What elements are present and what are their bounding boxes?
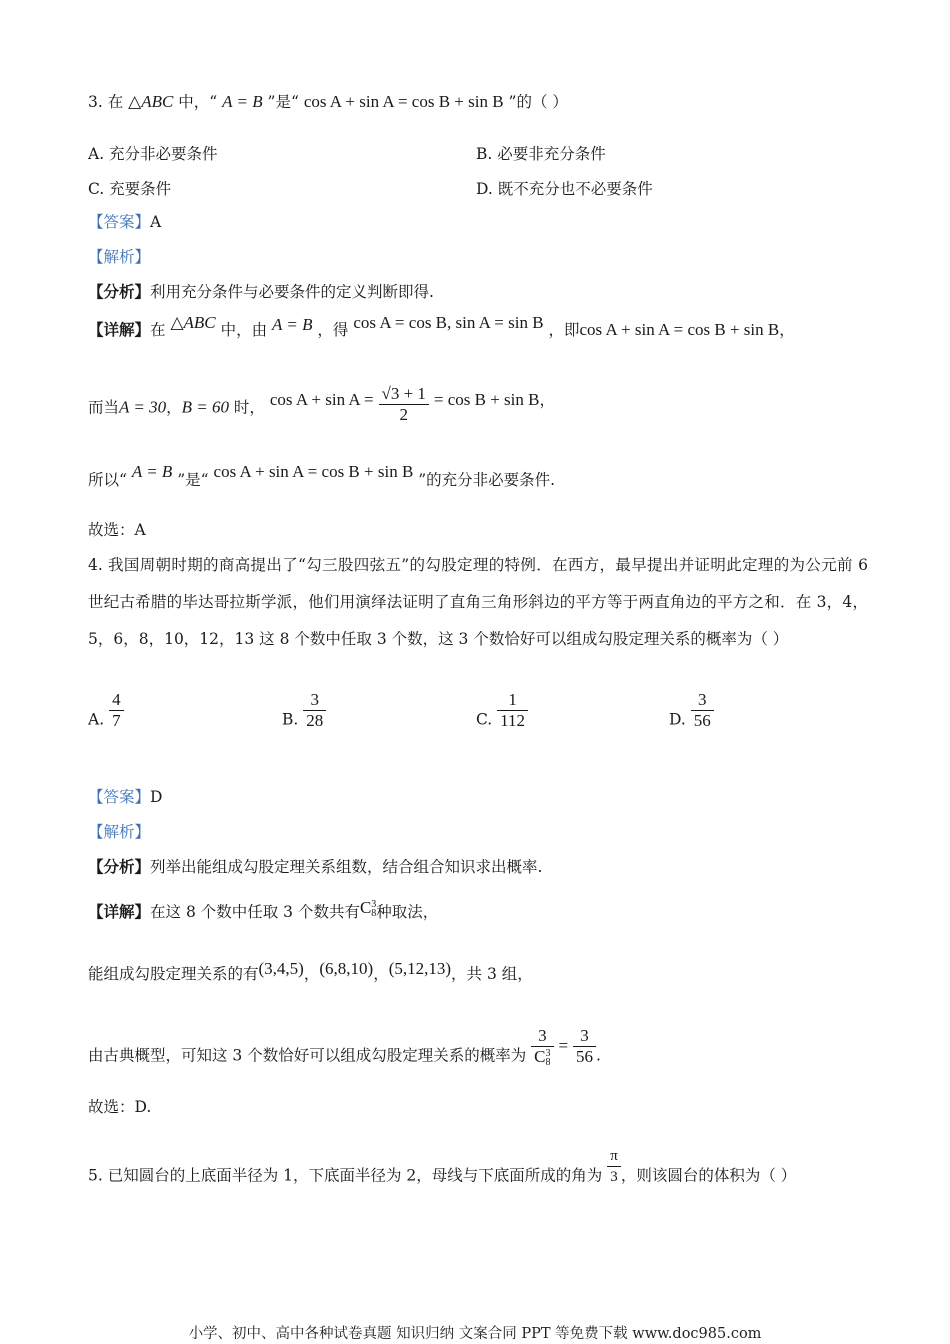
- q4-d2-a: 能组成勾股定理关系的有: [88, 965, 259, 983]
- q4-d-den: 56: [693, 711, 711, 730]
- xiangjie-label: 【详解】: [88, 902, 151, 921]
- q3-triangle: △ABC: [128, 92, 174, 111]
- q4-f1-den: [531, 1047, 553, 1067]
- q4-conclusion: 故选：D.: [88, 1098, 152, 1116]
- q5-stem-b: ，则该圆台的体积为（ ）: [620, 1166, 797, 1185]
- q4-answer: [88, 787, 162, 807]
- q4-b-den: 28: [306, 711, 324, 730]
- q4-option-b-fraction: [303, 690, 326, 731]
- answer-label: 【答案】: [88, 788, 151, 806]
- q3-cond2: cos A + sin A = cos B + sin B: [303, 92, 504, 111]
- q3-fenxi-text: 利用充分条件与必要条件的定义判断即得.: [150, 283, 434, 301]
- q4-option-d-label: D.: [669, 710, 686, 729]
- q5-stem-a: 5. 已知圆台的上底面半径为 1，下底面半径为 2，母线与下底面所成的角为: [88, 1166, 603, 1185]
- q4-option-b-label: B.: [282, 710, 299, 729]
- q4-detail-line3: [88, 1026, 601, 1077]
- answer-label: 【答案】: [88, 213, 151, 231]
- q3-stem-mid2: ”是“: [267, 93, 299, 111]
- q4-fenxi: [88, 857, 542, 877]
- q3-option-c: C. 充要条件: [88, 180, 172, 198]
- q4-d3-fraction-1: [531, 1026, 553, 1067]
- q4-b-num: 3: [303, 690, 326, 711]
- q4-f2-den: 56: [575, 1047, 593, 1067]
- q3-d2-c: 时，: [233, 398, 265, 417]
- fenxi-label: 【分析】: [88, 282, 151, 301]
- q3-d2-eq2: B = 60: [181, 397, 229, 417]
- q4-d3-equals: =: [558, 1035, 569, 1055]
- q3-option-d: D. 既不充分也不必要条件: [476, 180, 653, 198]
- q4-a-den: 7: [112, 711, 121, 730]
- q3-stem-mid1: 中，“: [178, 93, 218, 111]
- q3-d3-b: ”是“: [177, 471, 209, 489]
- q3-stem-end: ”的（ ）: [508, 93, 568, 111]
- q4-a-num: 4: [109, 690, 124, 711]
- q3-option-b: B. 必要非充分条件: [476, 145, 606, 163]
- q4-option-c-fraction: [497, 690, 528, 731]
- q3-d2-a: 而当: [88, 398, 120, 417]
- q5-stem: [88, 1148, 797, 1197]
- q3-fenxi: [88, 282, 434, 302]
- q4-d-num: 3: [691, 690, 714, 711]
- q3-detail-line2: [88, 384, 555, 429]
- q4-detail-line1: [88, 898, 439, 922]
- q4-d3-end: .: [595, 1046, 601, 1065]
- q4-d1-b: 种取法，: [376, 903, 439, 921]
- q4-sep-1: ，: [303, 965, 320, 983]
- q4-option-c: [476, 690, 528, 741]
- q3-d2-rhs: = cos B + sin B: [433, 389, 540, 409]
- q3-d1-triangle: △ABC: [170, 313, 216, 332]
- q4-d1-c: C: [359, 898, 372, 917]
- q4-c-num: 1: [497, 690, 528, 711]
- q4-option-a-fraction: [109, 690, 124, 731]
- q3-d3-eq2: cos A + sin A = cos B + sin B: [213, 462, 414, 481]
- analysis-label: 【解析】: [88, 248, 151, 266]
- q3-d1-d: ，即: [548, 321, 580, 339]
- q4-answer-value: D: [150, 788, 163, 806]
- q4-f1-den-c: C: [534, 1047, 546, 1066]
- q4-f1-den-sup: 3: [545, 1048, 551, 1060]
- q4-d1-combination: [359, 898, 377, 920]
- q4-detail-line2: [88, 959, 533, 984]
- q4-d2-b: ，共 3 组，: [451, 965, 533, 983]
- q3-d2-d: ，: [539, 390, 555, 409]
- q4-d1-a: 在这 8 个数中任取 3 个数共有: [150, 903, 360, 921]
- q5-frac-num: π: [607, 1146, 621, 1167]
- q4-option-b: [282, 690, 326, 741]
- q4-d3-a: 由古典概型，可知这 3 个数恰好可以组成勾股定理关系的概率为: [88, 1046, 527, 1065]
- q3-d1-a: 在: [150, 321, 166, 339]
- q3-d1-e: ，: [779, 321, 795, 339]
- q3-d2-lhs: cos A + sin A =: [269, 389, 374, 409]
- q3-option-a: A. 充分非必要条件: [88, 145, 218, 163]
- q3-d2-eq1: A = 30: [119, 397, 167, 417]
- q5-frac-den: 3: [610, 1169, 618, 1185]
- q3-cond1: A = B: [222, 92, 263, 111]
- q3-conclusion: 故选：A: [88, 521, 146, 539]
- q4-option-d-fraction: [691, 690, 714, 731]
- q4-f2-num: 3: [573, 1026, 596, 1047]
- q4-f1-den-sub: 8: [545, 1057, 551, 1069]
- q4-c-den: 112: [500, 711, 526, 730]
- q3-d1-c: ，得: [317, 321, 349, 339]
- page-footer: 小学、初中、高中各种试卷真题 知识归纳 文案合同 PPT 等免费下载 www.doc985.com: [188, 1326, 762, 1342]
- q3-d2-frac-den: 2: [399, 405, 408, 424]
- q4-d1-c-sup: 3: [371, 899, 377, 911]
- q3-d1-eq2: cos A = cos B, sin A = sin B: [353, 313, 544, 332]
- q3-d2-frac-num: √3 + 1: [379, 384, 429, 405]
- q3-d2-b: ，: [166, 398, 182, 417]
- q3-stem: [88, 92, 568, 112]
- q4-option-a-label: A.: [88, 710, 105, 729]
- q3-analysis-label: [88, 247, 150, 267]
- q4-d3-fraction-2: [573, 1026, 596, 1067]
- q3-d3-a: 所以“: [88, 471, 127, 489]
- q3-detail-line1: [88, 313, 795, 340]
- q4-option-c-label: C.: [476, 710, 493, 729]
- q4-f1-num: 3: [531, 1026, 553, 1047]
- q5-fraction: [607, 1146, 621, 1187]
- q4-analysis-label: [88, 822, 150, 842]
- q3-answer-value: A: [150, 213, 162, 231]
- q3-d1-b: 中，由: [220, 321, 268, 339]
- q4-fenxi-text: 列举出能组成勾股定理关系组数，结合组合知识求出概率.: [150, 858, 543, 876]
- q3-d1-eq1: A = B: [272, 315, 313, 334]
- q4-option-a: [88, 690, 124, 741]
- q3-d1-eq3: cos A + sin A = cos B + sin B: [579, 320, 780, 339]
- q4-d1-c-sub: 8: [371, 908, 377, 920]
- xiangjie-label: 【详解】: [88, 320, 151, 339]
- q4-triple-1: (3,4,5): [258, 959, 304, 978]
- q4-sep-2: ，: [373, 965, 389, 983]
- q4-triple-2: (6,8,10): [319, 959, 374, 978]
- analysis-label: 【解析】: [88, 823, 151, 841]
- q4-option-d: [669, 690, 714, 741]
- q3-detail-line3: [88, 462, 556, 490]
- q4-triple-3: (5,12,13): [388, 959, 452, 978]
- q3-answer: [88, 212, 161, 232]
- q4-stem: 4. 我国周朝时期的商高提出了“勾三股四弦五”的勾股定理的特例．在西方，最早提出并证明此定理的为公元前 6 世纪古希腊的毕达哥拉斯学派，他们用演绎法证明了直角三角形斜边的平方等于两直角边的平方之和．在 3，4，5，6，8，10，12，13 这 8 个数中任取 3 个数，这 3 个数恰好可以组成勾股定理关系的概率为（ ）: [88, 556, 868, 648]
- q3-d3-eq1: A = B: [131, 462, 173, 481]
- fenxi-label: 【分析】: [88, 857, 151, 876]
- q3-stem-prefix: 3. 在: [88, 93, 124, 111]
- q3-d2-fraction: [379, 384, 429, 425]
- q3-d3-c: ”的充分非必要条件.: [418, 471, 556, 489]
